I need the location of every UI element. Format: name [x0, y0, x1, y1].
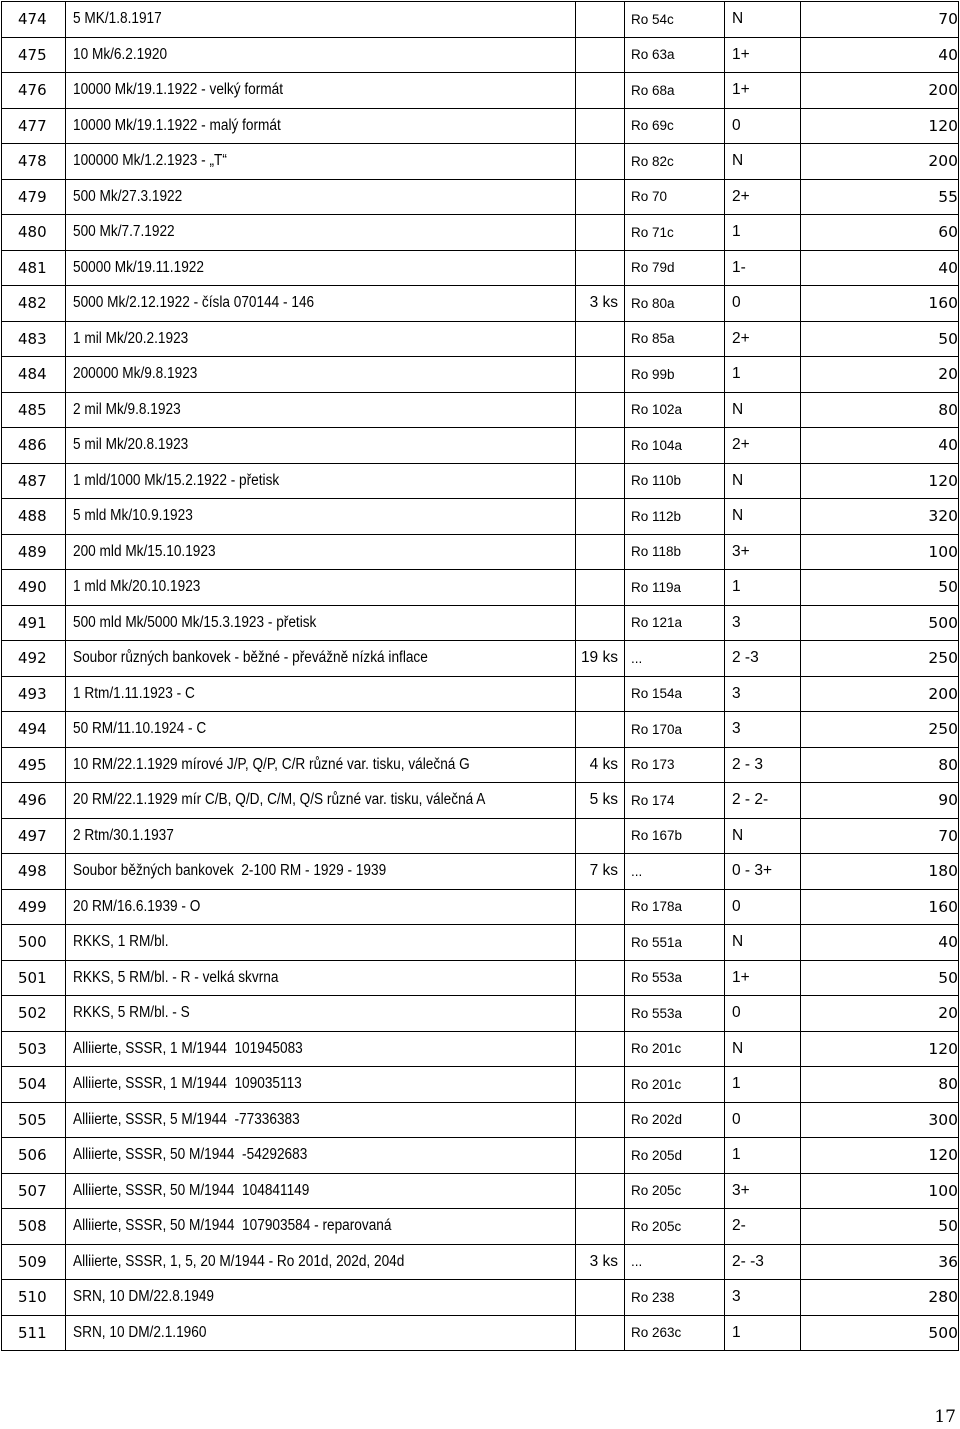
lot-quantity	[576, 996, 625, 1032]
lot-description: RKKS, 5 RM/bl. - S	[66, 996, 576, 1032]
condition-grade: N	[725, 2, 801, 38]
condition-grade: 2+	[725, 179, 801, 215]
catalog-reference: Ro 85a	[625, 321, 725, 357]
lot-quantity	[576, 428, 625, 464]
lot-description: 10 Mk/6.2.1920	[66, 37, 576, 73]
catalog-reference: Ro 79d	[625, 250, 725, 286]
catalog-reference: Ro 205d	[625, 1138, 725, 1174]
lot-price: 70	[801, 818, 959, 854]
lot-price: 50	[801, 960, 959, 996]
lot-price: 200	[801, 676, 959, 712]
lot-description: Alliierte, SSSR, 50 M/1944 104841149	[66, 1173, 576, 1209]
lot-number: 496	[2, 783, 66, 819]
lot-quantity: 5 ks	[576, 783, 625, 819]
condition-grade: 3	[725, 1280, 801, 1316]
lot-description: 5 mld Mk/10.9.1923	[66, 499, 576, 535]
catalog-reference: Ro 174	[625, 783, 725, 819]
catalog-reference: Ro 119a	[625, 570, 725, 606]
catalog-reference: Ro 205c	[625, 1173, 725, 1209]
lot-description: 500 Mk/7.7.1922	[66, 215, 576, 251]
lot-quantity	[576, 712, 625, 748]
lot-description: Soubor různých bankovek - běžné - převážně nízká inflace	[66, 641, 576, 677]
lot-price: 50	[801, 570, 959, 606]
table-row	[2, 1067, 959, 1103]
lot-description: SRN, 10 DM/2.1.1960	[66, 1315, 576, 1351]
lot-quantity	[576, 1315, 625, 1351]
lot-number: 493	[2, 676, 66, 712]
lot-price: 36	[801, 1244, 959, 1280]
lot-number: 498	[2, 854, 66, 890]
lot-number: 476	[2, 73, 66, 109]
lot-description: RKKS, 1 RM/bl.	[66, 925, 576, 961]
lot-description: 50 RM/11.10.1924 - C	[66, 712, 576, 748]
table-row	[2, 1102, 959, 1138]
catalog-reference: Ro 202d	[625, 1102, 725, 1138]
lot-description: 10000 Mk/19.1.1922 - malý formát	[66, 108, 576, 144]
condition-grade: 0	[725, 286, 801, 322]
table-row	[2, 321, 959, 357]
table-row	[2, 1280, 959, 1316]
lot-number: 487	[2, 463, 66, 499]
condition-grade: 0	[725, 889, 801, 925]
lot-price: 280	[801, 1280, 959, 1316]
table-row	[2, 641, 959, 677]
condition-grade: 1	[725, 1138, 801, 1174]
lot-number: 489	[2, 534, 66, 570]
lot-quantity	[576, 2, 625, 38]
lot-price: 80	[801, 747, 959, 783]
condition-grade: 1-	[725, 250, 801, 286]
table-row	[2, 925, 959, 961]
table-row	[2, 570, 959, 606]
lot-price: 50	[801, 1209, 959, 1245]
lot-quantity	[576, 676, 625, 712]
lot-quantity	[576, 463, 625, 499]
table-row	[2, 605, 959, 641]
catalog-reference: ...	[625, 641, 725, 677]
lot-price: 90	[801, 783, 959, 819]
lot-number: 474	[2, 2, 66, 38]
lot-description: 100000 Mk/1.2.1923 - „T“	[66, 144, 576, 180]
lot-description: 2 mil Mk/9.8.1923	[66, 392, 576, 428]
catalog-reference: Ro 68a	[625, 73, 725, 109]
table-row	[2, 392, 959, 428]
lot-quantity	[576, 499, 625, 535]
table-row	[2, 712, 959, 748]
condition-grade: N	[725, 818, 801, 854]
lot-quantity	[576, 215, 625, 251]
condition-grade: N	[725, 463, 801, 499]
condition-grade: 2 - 2-	[725, 783, 801, 819]
catalog-reference: Ro 205c	[625, 1209, 725, 1245]
table-row	[2, 818, 959, 854]
lot-number: 506	[2, 1138, 66, 1174]
catalog-reference: Ro 80a	[625, 286, 725, 322]
condition-grade: 2- -3	[725, 1244, 801, 1280]
catalog-reference: Ro 112b	[625, 499, 725, 535]
condition-grade: N	[725, 1031, 801, 1067]
lot-description: 2 Rtm/30.1.1937	[66, 818, 576, 854]
lot-quantity	[576, 1173, 625, 1209]
catalog-reference: Ro 71c	[625, 215, 725, 251]
lot-quantity	[576, 179, 625, 215]
lot-description: Alliierte, SSSR, 5 M/1944 -77336383	[66, 1102, 576, 1138]
lot-number: 511	[2, 1315, 66, 1351]
lot-quantity	[576, 1138, 625, 1174]
lot-quantity	[576, 250, 625, 286]
table-row	[2, 357, 959, 393]
table-row	[2, 960, 959, 996]
lot-price: 180	[801, 854, 959, 890]
lot-number: 507	[2, 1173, 66, 1209]
lot-description: 5000 Mk/2.12.1922 - čísla 070144 - 146	[66, 286, 576, 322]
table-row	[2, 747, 959, 783]
condition-grade: 3	[725, 676, 801, 712]
catalog-reference: Ro 167b	[625, 818, 725, 854]
table-row	[2, 179, 959, 215]
lot-quantity: 3 ks	[576, 1244, 625, 1280]
lot-description: 5 mil Mk/20.8.1923	[66, 428, 576, 464]
catalog-reference: Ro 178a	[625, 889, 725, 925]
table-row	[2, 1244, 959, 1280]
condition-grade: 0 - 3+	[725, 854, 801, 890]
lot-description: 1 mld/1000 Mk/15.2.1922 - přetisk	[66, 463, 576, 499]
catalog-reference: Ro 102a	[625, 392, 725, 428]
lot-description: 500 mld Mk/5000 Mk/15.3.1923 - přetisk	[66, 605, 576, 641]
lot-number: 479	[2, 179, 66, 215]
lot-quantity: 3 ks	[576, 286, 625, 322]
lot-price: 80	[801, 1067, 959, 1103]
lot-number: 477	[2, 108, 66, 144]
lot-number: 485	[2, 392, 66, 428]
table-row	[2, 1315, 959, 1351]
catalog-reference: Ro 263c	[625, 1315, 725, 1351]
condition-grade: 1+	[725, 960, 801, 996]
condition-grade: 2+	[725, 428, 801, 464]
lot-quantity	[576, 144, 625, 180]
lot-price: 40	[801, 925, 959, 961]
catalog-reference: Ro 118b	[625, 534, 725, 570]
lot-number: 482	[2, 286, 66, 322]
lot-description: 10000 Mk/19.1.1922 - velký formát	[66, 73, 576, 109]
lot-number: 475	[2, 37, 66, 73]
lot-quantity	[576, 108, 625, 144]
lot-price: 160	[801, 286, 959, 322]
condition-grade: 1+	[725, 73, 801, 109]
lot-quantity	[576, 1209, 625, 1245]
condition-grade: 1	[725, 1315, 801, 1351]
lot-description: Alliierte, SSSR, 1 M/1944 101945083	[66, 1031, 576, 1067]
table-row	[2, 1173, 959, 1209]
lot-quantity	[576, 605, 625, 641]
lot-quantity	[576, 889, 625, 925]
lot-number: 510	[2, 1280, 66, 1316]
lot-number: 505	[2, 1102, 66, 1138]
lot-price: 300	[801, 1102, 959, 1138]
lot-description: 5 MK/1.8.1917	[66, 2, 576, 38]
table-row	[2, 108, 959, 144]
lot-number: 490	[2, 570, 66, 606]
lot-quantity	[576, 37, 625, 73]
lot-number: 500	[2, 925, 66, 961]
lot-number: 497	[2, 818, 66, 854]
lot-quantity	[576, 73, 625, 109]
catalog-body	[2, 2, 959, 1351]
lot-price: 500	[801, 605, 959, 641]
condition-grade: 1	[725, 215, 801, 251]
catalog-reference: Ro 154a	[625, 676, 725, 712]
lot-price: 100	[801, 1173, 959, 1209]
lot-quantity	[576, 534, 625, 570]
lot-price: 120	[801, 463, 959, 499]
table-row	[2, 676, 959, 712]
catalog-reference: Ro 54c	[625, 2, 725, 38]
lot-number: 495	[2, 747, 66, 783]
catalog-reference: Ro 173	[625, 747, 725, 783]
lot-description: Alliierte, SSSR, 50 M/1944 107903584 - reparovaná	[66, 1209, 576, 1245]
lot-description: Alliierte, SSSR, 1 M/1944 109035113	[66, 1067, 576, 1103]
lot-price: 200	[801, 144, 959, 180]
lot-number: 504	[2, 1067, 66, 1103]
table-row	[2, 783, 959, 819]
catalog-reference: ...	[625, 854, 725, 890]
catalog-reference: Ro 553a	[625, 996, 725, 1032]
condition-grade: 0	[725, 1102, 801, 1138]
lot-price: 120	[801, 1031, 959, 1067]
lot-quantity	[576, 357, 625, 393]
lot-quantity: 19 ks	[576, 641, 625, 677]
condition-grade: 2+	[725, 321, 801, 357]
lot-description: 1 Rtm/1.11.1923 - C	[66, 676, 576, 712]
table-row	[2, 73, 959, 109]
table-row	[2, 215, 959, 251]
table-row	[2, 144, 959, 180]
condition-grade: 2-	[725, 1209, 801, 1245]
lot-description: Alliierte, SSSR, 1, 5, 20 M/1944 - Ro 201d, 202d, 204d	[66, 1244, 576, 1280]
lot-quantity	[576, 570, 625, 606]
catalog-reference: Ro 104a	[625, 428, 725, 464]
lot-number: 481	[2, 250, 66, 286]
catalog-reference: Ro 551a	[625, 925, 725, 961]
condition-grade: 0	[725, 996, 801, 1032]
table-row	[2, 286, 959, 322]
lot-price: 20	[801, 357, 959, 393]
catalog-reference: Ro 82c	[625, 144, 725, 180]
lot-number: 492	[2, 641, 66, 677]
condition-grade: N	[725, 392, 801, 428]
lot-price: 100	[801, 534, 959, 570]
table-row	[2, 428, 959, 464]
catalog-reference: Ro 201c	[625, 1031, 725, 1067]
lot-number: 484	[2, 357, 66, 393]
lot-quantity	[576, 818, 625, 854]
lot-number: 503	[2, 1031, 66, 1067]
condition-grade: 1	[725, 570, 801, 606]
table-row	[2, 250, 959, 286]
table-row	[2, 1138, 959, 1174]
lot-quantity	[576, 1102, 625, 1138]
lot-price: 160	[801, 889, 959, 925]
lot-price: 320	[801, 499, 959, 535]
lot-quantity	[576, 1280, 625, 1316]
lot-description: 20 RM/22.1.1929 mír C/B, Q/D, C/M, Q/S různé var. tisku, válečná A	[66, 783, 576, 819]
lot-price: 40	[801, 250, 959, 286]
lot-description: 1 mil Mk/20.2.1923	[66, 321, 576, 357]
lot-number: 509	[2, 1244, 66, 1280]
lot-price: 120	[801, 1138, 959, 1174]
lot-number: 501	[2, 960, 66, 996]
lot-price: 250	[801, 641, 959, 677]
condition-grade: N	[725, 499, 801, 535]
catalog-reference: Ro 201c	[625, 1067, 725, 1103]
condition-grade: N	[725, 925, 801, 961]
condition-grade: N	[725, 144, 801, 180]
lot-quantity	[576, 925, 625, 961]
lot-number: 502	[2, 996, 66, 1032]
lot-price: 50	[801, 321, 959, 357]
lot-description: 200000 Mk/9.8.1923	[66, 357, 576, 393]
table-row	[2, 463, 959, 499]
table-row	[2, 2, 959, 38]
page-number: 17	[934, 1407, 956, 1427]
catalog-reference: Ro 63a	[625, 37, 725, 73]
lot-number: 499	[2, 889, 66, 925]
table-row	[2, 534, 959, 570]
lot-quantity	[576, 1031, 625, 1067]
lot-description: 50000 Mk/19.11.1922	[66, 250, 576, 286]
catalog-reference: Ro 553a	[625, 960, 725, 996]
lot-description: 10 RM/22.1.1929 mírové J/P, Q/P, C/R různé var. tisku, válečná G	[66, 747, 576, 783]
lot-price: 80	[801, 392, 959, 428]
catalog-reference: Ro 70	[625, 179, 725, 215]
table-row	[2, 854, 959, 890]
lot-number: 491	[2, 605, 66, 641]
lot-number: 483	[2, 321, 66, 357]
lot-description: Soubor běžných bankovek 2-100 RM - 1929 - 1939	[66, 854, 576, 890]
table-row	[2, 889, 959, 925]
catalog-reference: Ro 99b	[625, 357, 725, 393]
lot-quantity	[576, 960, 625, 996]
catalog-reference: Ro 121a	[625, 605, 725, 641]
catalog-reference: ...	[625, 1244, 725, 1280]
catalog-reference: Ro 170a	[625, 712, 725, 748]
condition-grade: 1+	[725, 37, 801, 73]
lot-number: 478	[2, 144, 66, 180]
catalog-reference: Ro 69c	[625, 108, 725, 144]
lot-number: 480	[2, 215, 66, 251]
lot-price: 250	[801, 712, 959, 748]
lot-description: Alliierte, SSSR, 50 M/1944 -54292683	[66, 1138, 576, 1174]
table-row	[2, 1031, 959, 1067]
table-row	[2, 996, 959, 1032]
condition-grade: 1	[725, 1067, 801, 1103]
condition-grade: 1	[725, 357, 801, 393]
condition-grade: 0	[725, 108, 801, 144]
lot-quantity	[576, 1067, 625, 1103]
lot-quantity	[576, 321, 625, 357]
lot-number: 488	[2, 499, 66, 535]
lot-description: 1 mld Mk/20.10.1923	[66, 570, 576, 606]
lot-price: 40	[801, 428, 959, 464]
condition-grade: 3	[725, 712, 801, 748]
condition-grade: 3+	[725, 1173, 801, 1209]
lot-price: 55	[801, 179, 959, 215]
lot-price: 40	[801, 37, 959, 73]
catalog-reference: Ro 238	[625, 1280, 725, 1316]
lot-description: SRN, 10 DM/22.8.1949	[66, 1280, 576, 1316]
condition-grade: 3+	[725, 534, 801, 570]
condition-grade: 3	[725, 605, 801, 641]
lot-number: 508	[2, 1209, 66, 1245]
table-row	[2, 1209, 959, 1245]
lot-number: 494	[2, 712, 66, 748]
lot-quantity: 7 ks	[576, 854, 625, 890]
lot-quantity	[576, 392, 625, 428]
table-row	[2, 499, 959, 535]
table-row	[2, 37, 959, 73]
lot-price: 120	[801, 108, 959, 144]
lot-quantity: 4 ks	[576, 747, 625, 783]
lot-description: 500 Mk/27.3.1922	[66, 179, 576, 215]
lot-price: 20	[801, 996, 959, 1032]
lot-price: 70	[801, 2, 959, 38]
lot-description: RKKS, 5 RM/bl. - R - velká skvrna	[66, 960, 576, 996]
lot-description: 20 RM/16.6.1939 - O	[66, 889, 576, 925]
lot-description: 200 mld Mk/15.10.1923	[66, 534, 576, 570]
catalog-table	[1, 1, 959, 1351]
catalog-reference: Ro 110b	[625, 463, 725, 499]
lot-price: 200	[801, 73, 959, 109]
lot-number: 486	[2, 428, 66, 464]
condition-grade: 2 -3	[725, 641, 801, 677]
lot-price: 500	[801, 1315, 959, 1351]
lot-price: 60	[801, 215, 959, 251]
condition-grade: 2 - 3	[725, 747, 801, 783]
